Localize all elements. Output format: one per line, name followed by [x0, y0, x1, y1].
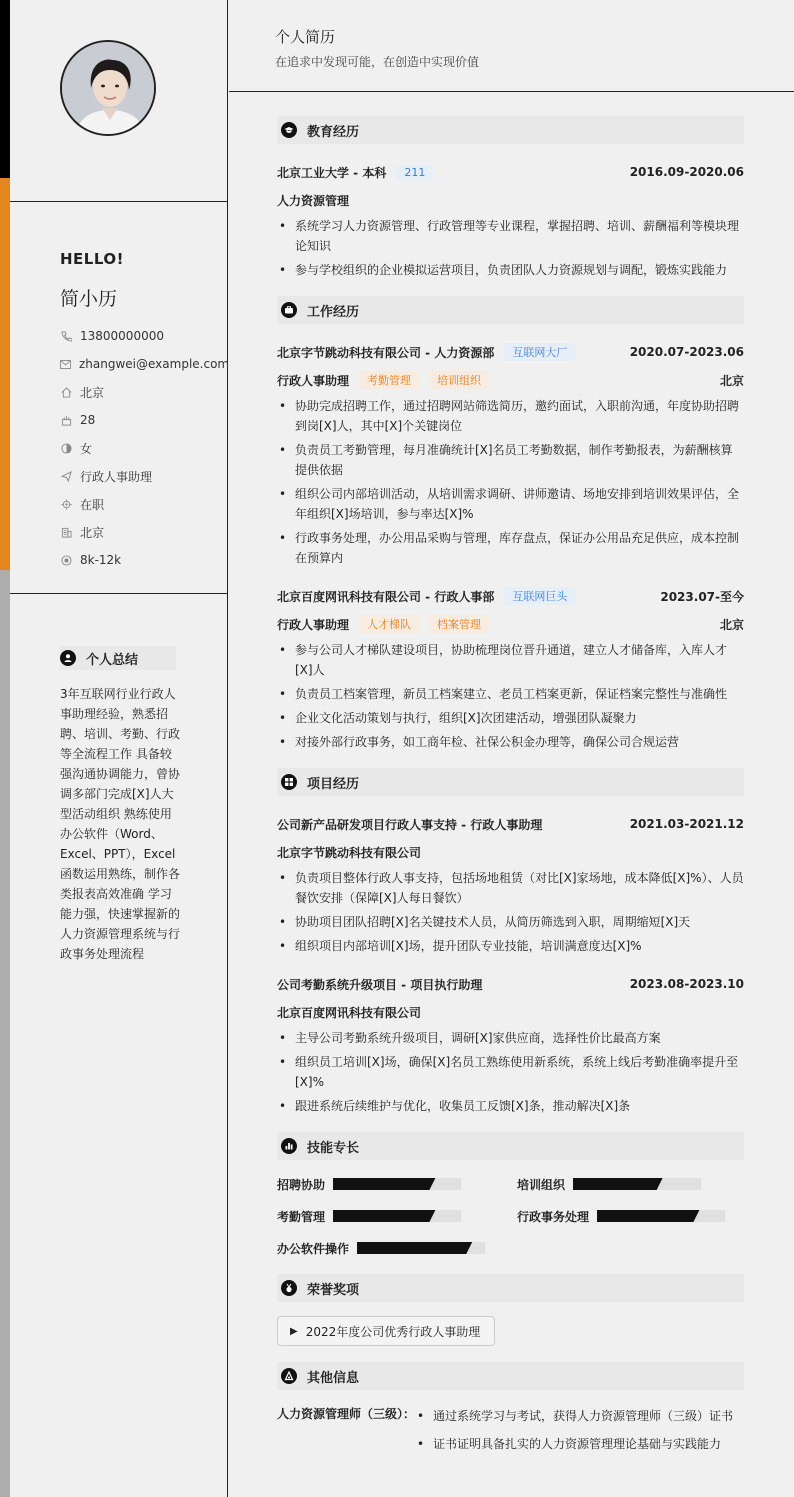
list-item: • 证书证明具备扎实的人力资源管理理论基础与实践能力	[415, 1434, 733, 1454]
job-skill-tag: 培训组织	[429, 371, 489, 389]
building-icon	[60, 526, 72, 538]
cake-icon	[60, 414, 72, 426]
project-entry-2	[277, 970, 744, 1116]
list-item: • 组织公司内部培训活动，从培训需求调研、讲师邀请、场地安排到培训效果评估，全年组织[X]场培训，参与率达[X]%	[277, 484, 744, 524]
user-icon	[60, 650, 76, 666]
job-city: 北京	[719, 617, 744, 632]
location-row	[60, 378, 227, 406]
skill-item	[517, 1206, 743, 1226]
project-entry-1	[277, 810, 744, 956]
phone-icon	[60, 330, 72, 342]
city-value: 北京	[80, 525, 105, 540]
send-icon	[60, 470, 72, 482]
grid-icon	[281, 774, 297, 790]
job-entry-1	[277, 338, 744, 568]
skills-title: 技能专长	[307, 1140, 360, 1156]
school-name: 北京工业大学 - 本科	[277, 165, 387, 180]
major-name: 人力资源管理	[277, 193, 350, 208]
list-item: • 跟进系统后续维护与优化，收集员工反馈[X]条，推动解决[X]条	[277, 1096, 744, 1116]
list-item: • 组织项目内部培训[X]场，提升团队专业技能，培训满意度达[X]%	[277, 936, 744, 956]
job-company: 北京字节跳动科技有限公司 - 人力资源部	[277, 345, 495, 360]
job-role: 行政人事助理	[277, 617, 350, 632]
skills-section	[277, 1132, 744, 1258]
list-item: • 参与公司人才梯队建设项目，协助梳理岗位晋升通道，建立人才储备库，入库人才[X]人	[277, 640, 744, 680]
skills-grid	[277, 1174, 744, 1258]
list-item: • 对接外部行政事务，如工商年检、社保公积金办理等，确保公司合规运营	[277, 732, 744, 752]
skill-item	[277, 1174, 517, 1194]
summary-heading	[60, 646, 176, 670]
project-name-row	[277, 810, 744, 838]
project-name: 公司考勤系统升级项目 - 项目执行助理	[277, 977, 483, 992]
skill-name: 行政事务处理	[517, 1209, 590, 1224]
job-company-tag: 互联网巨头	[504, 587, 575, 605]
age-row	[60, 406, 227, 434]
other-title: 其他信息	[307, 1370, 360, 1386]
project-bullets	[277, 1028, 744, 1116]
work-title: 工作经历	[307, 304, 360, 320]
briefcase-icon	[281, 302, 297, 318]
sidebar	[10, 0, 228, 1497]
education-bullets	[277, 216, 744, 280]
skill-bar	[357, 1242, 485, 1254]
job-skill-tag: 人才梯队	[359, 615, 419, 633]
job-role-row	[277, 366, 744, 394]
gear-icon	[60, 498, 72, 510]
job-role-row	[277, 610, 744, 638]
awards-title: 荣誉奖项	[307, 1282, 360, 1298]
job-entry-2	[277, 582, 744, 752]
salary-row	[60, 546, 227, 574]
skill-bar-fill	[333, 1210, 435, 1222]
list-item: • 协助项目团队招聘[X]名关键技术人员，从简历筛选到入职，周期缩短[X]天	[277, 912, 744, 932]
projects-section	[277, 768, 744, 1116]
email-value: zhangwei@example.com	[79, 357, 230, 371]
age-value: 28	[80, 413, 96, 427]
info-icon	[281, 1368, 297, 1384]
gender-value: 女	[80, 441, 93, 456]
other-heading	[277, 1362, 744, 1390]
skill-bar	[333, 1210, 461, 1222]
project-company: 北京字节跳动科技有限公司	[277, 845, 422, 860]
salary-value: 8k-12k	[80, 553, 122, 567]
skill-bar-fill	[357, 1242, 472, 1254]
person-name: 简小历	[60, 288, 118, 310]
email-row	[60, 350, 230, 378]
medal-icon	[281, 1280, 297, 1296]
coin-icon	[60, 554, 72, 566]
project-name-row	[277, 970, 744, 998]
skill-bar	[333, 1178, 461, 1190]
job-role: 行政人事助理	[277, 373, 350, 388]
skill-name: 办公软件操作	[277, 1241, 350, 1256]
job-bullets	[277, 640, 744, 752]
skill-name: 培训组织	[517, 1177, 566, 1192]
gender-icon	[60, 442, 72, 454]
city-row	[60, 518, 227, 546]
avatar-section	[10, 0, 227, 202]
list-item: • 通过系统学习与考试，获得人力资源管理师（三级）证书	[415, 1406, 733, 1426]
list-item: • 负责员工档案管理，新员工档案建立、老员工档案更新，保证档案完整性与准确性	[277, 684, 744, 704]
project-date: 2023.08-2023.10	[629, 977, 744, 991]
job-bullets	[277, 396, 744, 568]
job-date: 2023.07-至今	[660, 589, 744, 604]
mail-icon	[60, 358, 71, 370]
status-row	[60, 490, 227, 518]
job-company-row	[277, 338, 744, 366]
accent-strip-orange	[0, 178, 10, 570]
list-item: • 行政事务处理，办公用品采购与管理，库存盘点，保证办公用品充足供应，成本控制在预算内	[277, 528, 744, 568]
job-date: 2020.07-2023.06	[629, 345, 744, 359]
position-row	[60, 462, 227, 490]
bar-chart-icon	[281, 1138, 297, 1154]
main-content	[229, 0, 794, 1497]
project-date: 2021.03-2021.12	[629, 817, 744, 831]
job-company-tag: 互联网大厂	[504, 343, 575, 361]
list-item: • 负责项目整体行政人事支持，包括场地租赁（对比[X]家场地，成本降低[X]%）、人员餐饮安排（保障[X]人每日餐饮）	[277, 868, 744, 908]
position-value: 行政人事助理	[80, 469, 153, 484]
skill-name: 招聘协助	[277, 1177, 326, 1192]
skill-item	[517, 1174, 743, 1194]
list-item: • 系统学习人力资源管理、行政管理等专业课程，掌握招聘、培训、薪酬福利等模块理论知识	[277, 216, 744, 256]
project-name: 公司新产品研发项目行政人事支持 - 行政人事助理	[277, 817, 543, 832]
skill-bar	[597, 1210, 725, 1222]
other-row	[277, 1404, 744, 1462]
job-company: 北京百度网讯科技有限公司 - 行政人事部	[277, 589, 495, 604]
page-header	[229, 0, 794, 92]
list-item: • 协助完成招聘工作，通过招聘网站筛选简历，邀约面试，入职前沟通，年度协助招聘到岗[X]人，其中[X]个关键岗位	[277, 396, 744, 436]
award-toggle[interactable]	[277, 1316, 495, 1346]
awards-heading	[277, 1274, 744, 1302]
avatar	[60, 40, 156, 136]
work-heading	[277, 296, 744, 324]
skill-bar-fill	[333, 1178, 435, 1190]
list-item: • 参与学校组织的企业模拟运营项目，负责团队人力资源规划与调配，锻炼实践能力	[277, 260, 744, 280]
project-company-row	[277, 998, 744, 1026]
award-label: 2022年度公司优秀行政人事助理	[305, 1324, 481, 1339]
skill-bar-fill	[573, 1178, 663, 1190]
skills-heading	[277, 1132, 744, 1160]
contact-section	[10, 202, 230, 594]
skill-name: 考勤管理	[277, 1209, 326, 1224]
skill-item	[277, 1206, 517, 1226]
project-company: 北京百度网讯科技有限公司	[277, 1005, 422, 1020]
projects-title: 项目经历	[307, 776, 360, 792]
accent-strip-gray	[0, 570, 10, 1497]
list-item: • 企业文化活动策划与执行，组织[X]次团建活动，增强团队凝聚力	[277, 708, 744, 728]
list-item: • 主导公司考勤系统升级项目，调研[X]家供应商，选择性价比最高方案	[277, 1028, 744, 1048]
project-company-row	[277, 838, 744, 866]
caret-right-icon: ▶	[290, 1325, 298, 1337]
education-section	[277, 116, 744, 280]
page-title: 个人简历	[275, 28, 336, 46]
other-bullets	[415, 1406, 733, 1462]
education-date: 2016.09-2020.06	[629, 165, 744, 179]
job-city: 北京	[719, 373, 744, 388]
school-tag: 211	[396, 165, 433, 180]
job-company-row	[277, 582, 744, 610]
education-title: 教育经历	[307, 124, 360, 140]
major-row	[277, 186, 744, 214]
skill-bar-fill	[597, 1210, 699, 1222]
other-key: 人力资源管理师（三级）：	[277, 1407, 416, 1421]
home-icon	[60, 386, 72, 398]
gender-row	[60, 434, 227, 462]
education-row	[277, 158, 744, 186]
skill-bar	[573, 1178, 701, 1190]
project-bullets	[277, 868, 744, 956]
hello-heading: HELLO!	[60, 250, 124, 268]
summary-text: 3年互联网行业行政人事助理经验，熟悉招聘、培训、考勤、行政等全流程工作 具备较强沟通协调能力，曾协调多部门完成[X]人大型活动组织 熟练使用办公软件（Word、Excel、PPT），Excel函数运用熟练，制作各类报表高效准确 学习能力强，快速掌握新的人力资源管理系统与行政事务处理流程	[60, 687, 181, 961]
job-skill-tag: 档案管理	[429, 615, 489, 633]
awards-section	[277, 1274, 744, 1346]
job-skill-tag: 考勤管理	[359, 371, 419, 389]
phone-row	[60, 322, 227, 350]
page-subtitle: 在追求中发现可能，在创造中实现价值	[275, 55, 480, 69]
skill-item	[277, 1238, 517, 1258]
location-value: 北京	[80, 385, 105, 400]
list-item: • 负责员工考勤管理，每月准确统计[X]名员工考勤数据，制作考勤报表，为薪酬核算提供依据	[277, 440, 744, 480]
work-section	[277, 296, 744, 752]
phone-value: 13800000000	[80, 329, 164, 343]
education-heading	[277, 116, 744, 144]
projects-heading	[277, 768, 744, 796]
summary-title: 个人总结	[86, 652, 139, 668]
accent-strip-black	[0, 0, 10, 178]
list-item: • 组织员工培训[X]场，确保[X]名员工熟练使用新系统，系统上线后考勤准确率提升至[X]%	[277, 1052, 744, 1092]
summary-section	[10, 594, 227, 964]
status-value: 在职	[80, 497, 105, 512]
graduation-cap-icon	[281, 122, 297, 138]
other-section	[277, 1362, 744, 1462]
resume-body	[229, 92, 794, 1462]
